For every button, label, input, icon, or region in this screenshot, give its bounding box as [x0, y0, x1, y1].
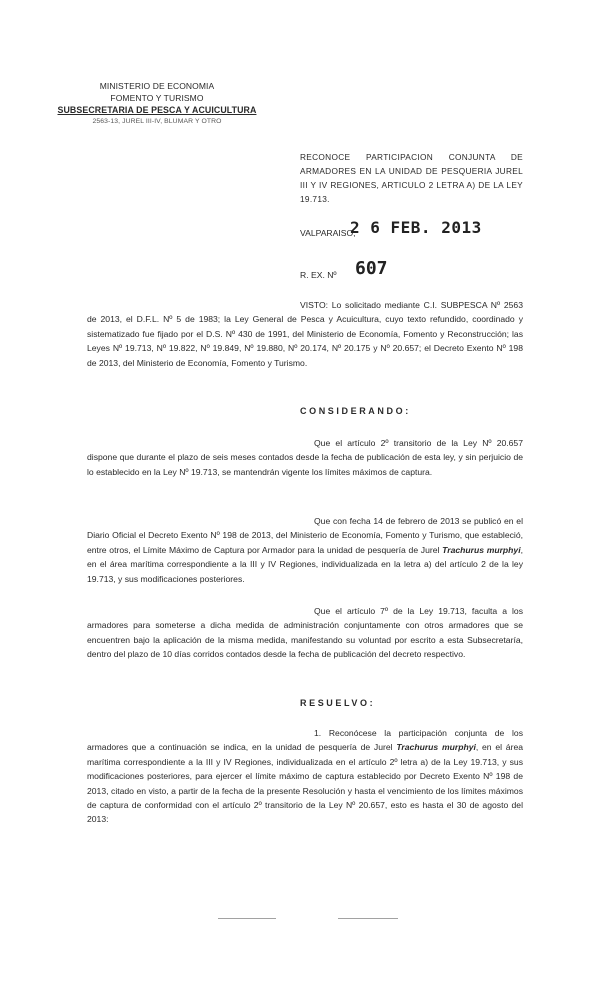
considerando-1-text: Que el artículo 2º transitorio de la Ley Nº 20.657 dispone que durante el plazo de seis meses contados desde la fecha de publicación de esta ley, y sin perjuicio de lo establecido en la Ley Nº 19.713, se mantendrán vigente los límites máximos de captura.	[87, 438, 523, 477]
visto-text: VISTO: Lo solicitado mediante C.I. SUBPESCA Nº 2563 de 2013, el D.F.L. Nº 5 de 1983; la Ley General de Pesca y Acuicultura, cuyo texto refundido, coordinado y sistematizado fue fijado por el D.S. Nº 430 de 1991, del Ministerio de Economía, Fomento y Reconstrucción; las Leyes Nº 19.713, Nº 19.822, Nº 19.849, Nº 19.880, Nº 20.174, Nº 20.175 y Nº 20.657; el Decreto Exento Nº 198 de 2013, del Ministerio de Economía, Fomento y Turismo.	[87, 300, 523, 368]
species-name: Trachurus murphyi	[442, 544, 521, 555]
subsecretaria-name: SUBSECRETARIA DE PESCA Y ACUICULTURA	[57, 105, 257, 115]
resuelvo-heading: RESUELVO:	[300, 698, 376, 708]
visto-paragraph	[87, 298, 523, 370]
considerando-3	[87, 604, 523, 662]
considerando-heading: CONSIDERANDO:	[300, 406, 411, 416]
considerando-2-text-a: Que con fecha 14 de febrero de 2013 se publicó en el Diario Oficial el Decreto Exento Nº 198 de 2013, del Ministerio de Economía, Fomento y Turismo, que estableció, entre otros, el Límite Máximo de Captura por Armador para la unidad de pesquería de Jurel	[87, 516, 523, 555]
ministry-subname: FOMENTO Y TURISMO	[110, 93, 204, 103]
considerando-2	[87, 514, 523, 586]
rex-number: 607	[355, 258, 388, 279]
place-label: VALPARAISO,	[300, 228, 356, 238]
resuelvo-1-text-b: , en el área marítima correspondiente a la III y IV Regiones, individualizada en el artículo 2º letra a) de la Ley 19.713, y sus modificaciones posteriores, para ejercer el límite máximo de captura establecido por Decreto Exento Nº 198 de 2013, citado en visto, a partir de la fecha de la presente Resolución y hasta el vencimiento de los límites máximos de captura de conformidad con el artículo 2º transitorio de la Ley Nº 20.657, esto es hasta el 30 de agosto del 2013:	[87, 742, 524, 825]
considerando-2-text-b: , en el área marítima correspondiente a la III y IV Regiones, individualizada en la letra a) del artículo 2 de la ley 19.713, y sus modificaciones posteriores.	[87, 544, 523, 584]
reference-code: 2563-13, JUREL III-IV, BLUMAR Y OTRO	[92, 118, 222, 125]
resuelvo-1-text-a: 1. Reconócese la participación conjunta de los armadores que a continuación se indica, en la unidad de pesquería de Jurel	[87, 728, 523, 753]
resuelvo-1	[87, 726, 523, 827]
table-rule-right	[338, 918, 398, 919]
table-rule-left	[218, 918, 276, 919]
resolution-title: RECONOCE PARTICIPACION CONJUNTA DE ARMADORES EN LA UNIDAD DE PESQUERIA JUREL III Y IV REGIONES, ARTICULO 2 LETRA A) DE LA LEY 19.713.	[300, 152, 523, 204]
date-stamp: 2 6 FEB. 2013	[350, 218, 482, 237]
ministry-header	[52, 80, 262, 128]
species-name: Trachurus murphyi	[396, 742, 476, 753]
considerando-1	[87, 436, 523, 479]
ministry-name: MINISTERIO DE ECONOMIA	[99, 81, 215, 91]
considerando-3-text: Que el artículo 7º de la Ley 19.713, faculta a los armadores para someterse a dicha medida de administración conjuntamente con otros armadores que se encuentren bajo la aplicación de la misma medida, manifestando su voluntad por escrito a esta Subsecretaría, dentro del plazo de 10 días corridos contados desde la fecha de publicación del decreto respectivo.	[87, 606, 523, 660]
rex-label: R. EX. Nº	[300, 270, 337, 280]
